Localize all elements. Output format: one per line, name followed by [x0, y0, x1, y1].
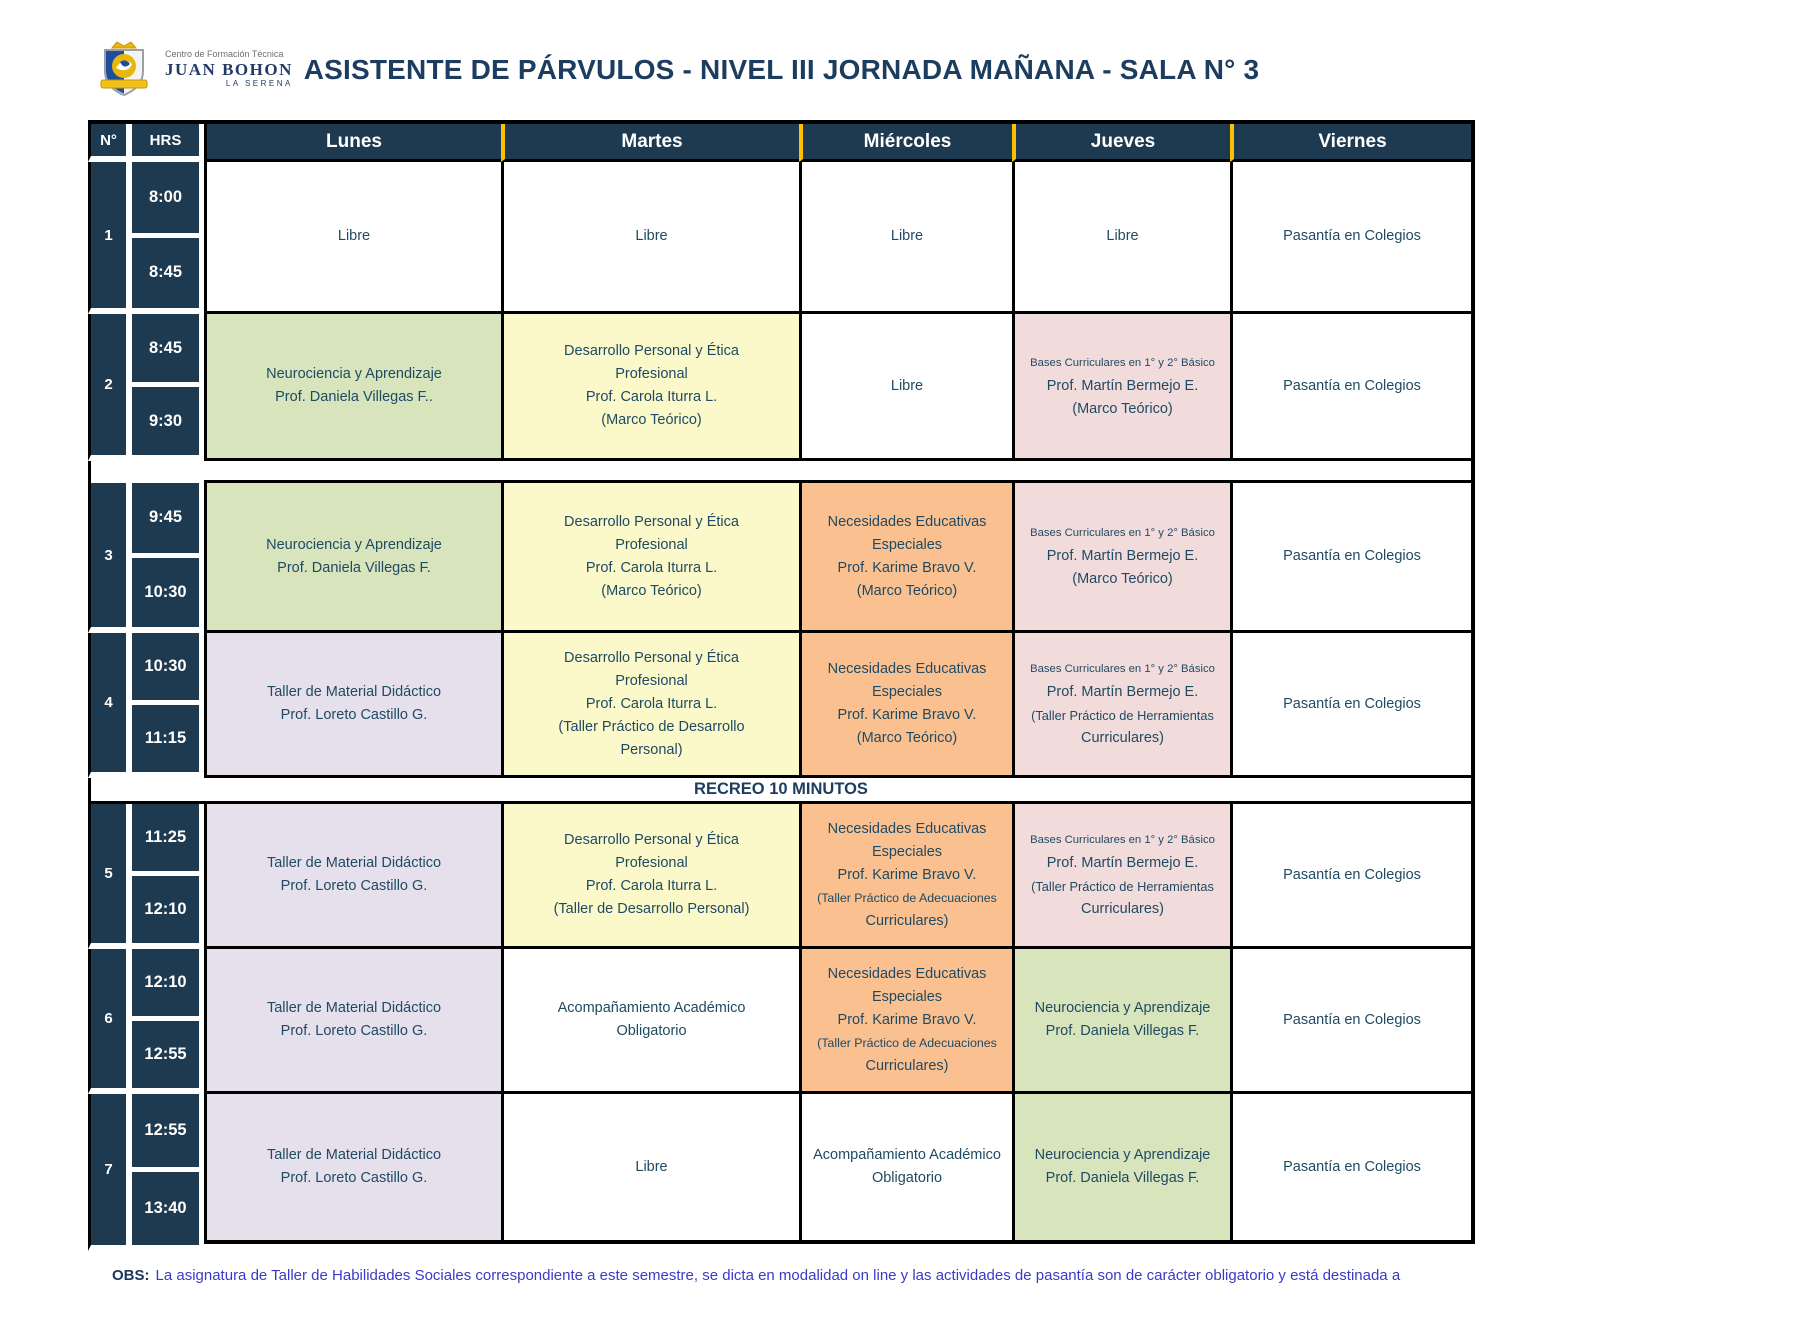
schedule-cell: [799, 804, 1012, 949]
col-header-num: N°: [88, 124, 132, 162]
schedule-cell: [1230, 483, 1475, 633]
time-start: 8:45: [132, 314, 199, 387]
cell-line: Profesional: [615, 672, 688, 689]
cell-line: (Marco Teórico): [856, 582, 958, 599]
cell-line: Prof. Martín Bermejo E.: [1046, 855, 1199, 871]
timetable-row-6: [88, 949, 1475, 1094]
row-hours: [132, 804, 204, 949]
timetable: [88, 120, 1475, 1244]
timetable-row-1: [88, 162, 1475, 314]
cell-line: (Marco Teórico): [601, 412, 702, 428]
observation-label: OBS:: [112, 1267, 150, 1284]
schedule-cell: [1230, 633, 1475, 778]
schedule-cell: [501, 162, 799, 314]
col-header-martes: Martes: [501, 124, 799, 162]
cell-line: Prof. Karime Bravo V.: [837, 1011, 977, 1028]
schedule-cell: [1012, 483, 1230, 633]
timetable-row-4: [88, 633, 1475, 778]
cell-line: Curriculares): [865, 1057, 949, 1074]
time-end: 9:30: [148, 411, 183, 430]
observation-note: [112, 1267, 1672, 1284]
cell-line: Prof. Loreto Castillo G.: [280, 1023, 428, 1039]
observation-text: La asignatura de Taller de Habilidades Sociales correspondiente a este semestre, se dicta en modalidad on line y las actividades de pasantía son de carácter obligatorio y está destinada a: [155, 1267, 1401, 1284]
row-hours: [132, 483, 204, 633]
row-number: 2: [88, 314, 132, 461]
cell-line: Prof. Carola Iturra L.: [585, 878, 718, 894]
cell-line: Desarrollo Personal y Ética: [564, 343, 739, 359]
row-number: 4: [88, 633, 132, 778]
schedule-cell: [501, 633, 799, 778]
cell-line: Pasantía en Colegios: [1283, 548, 1421, 564]
schedule-cell: [1230, 804, 1475, 949]
cell-line: Prof. Karime Bravo V.: [837, 866, 977, 883]
cell-line: (Taller Práctico de Adecuaciones: [817, 890, 997, 905]
cell-line: Acompañamiento Académico: [813, 1147, 1001, 1163]
cell-line: Profesional: [615, 366, 688, 382]
schedule-cell: [1012, 162, 1230, 314]
row-number: 5: [88, 804, 132, 949]
cell-line: Pasantía en Colegios: [1283, 866, 1421, 883]
schedule-cell: [1012, 1094, 1230, 1244]
cell-line: Desarrollo Personal y Ética: [564, 649, 739, 666]
time-start: 8:00: [132, 162, 199, 238]
schedule-cell: [799, 949, 1012, 1094]
recess-label: RECREO 10 MINUTOS: [88, 778, 1475, 804]
time-end: 10:30: [144, 582, 187, 601]
cell-line: (Taller Práctico de Herramientas: [1031, 708, 1214, 723]
cell-line: Pasantía en Colegios: [1283, 377, 1421, 394]
cell-line: Curriculares): [1081, 901, 1164, 917]
page-title: ASISTENTE DE PÁRVULOS - NIVEL III JORNADA MAÑANA - SALA N° 3: [303, 54, 1260, 85]
row-hours: [132, 1094, 204, 1251]
schedule-cell: [1012, 949, 1230, 1094]
cell-line: Profesional: [615, 536, 688, 553]
cell-line: Neurociencia y Aprendizaje: [1034, 1000, 1211, 1016]
cell-line: Necesidades Educativas: [827, 820, 987, 837]
schedule-cell: [501, 804, 799, 949]
schedule-cell: [501, 1094, 799, 1244]
col-header-viernes: Viernes: [1230, 124, 1475, 162]
cell-line: Libre: [890, 377, 924, 394]
cell-line: Neurociencia y Aprendizaje: [266, 536, 442, 553]
cell-line: Bases Curriculares en 1° y 2° Básico: [1030, 663, 1215, 675]
cell-line: Profesional: [615, 855, 688, 871]
row-hours: [132, 314, 204, 461]
schedule-cell: [204, 1094, 501, 1244]
schedule-cell: [204, 162, 501, 314]
schedule-cell: [1230, 162, 1475, 314]
cell-line: Especiales: [871, 684, 943, 700]
break-gap-row: [88, 461, 1475, 483]
cell-line: Taller de Material Didáctico: [266, 1147, 442, 1163]
timetable-row-5: [88, 804, 1475, 949]
cell-line: Prof. Martín Bermejo E.: [1046, 377, 1199, 394]
row-number: 3: [88, 483, 132, 633]
cell-line: Taller de Material Didáctico: [266, 684, 442, 700]
cell-line: Bases Curriculares en 1° y 2° Básico: [1030, 527, 1215, 539]
schedule-cell: [1230, 1094, 1475, 1244]
timetable-header-row: [88, 120, 1475, 162]
schedule-cell: [1012, 804, 1230, 949]
school-type-label: Centro de Formación Técnica: [165, 49, 284, 60]
schedule-cell: [501, 483, 799, 633]
time-start: 9:45: [132, 483, 199, 558]
cell-line: (Marco Teórico): [1072, 400, 1173, 417]
cell-line: Curriculares): [865, 912, 949, 929]
cell-line: Obligatorio: [616, 1023, 687, 1039]
cell-line: Necesidades Educativas: [827, 661, 987, 677]
cell-line: Prof. Martín Bermejo E.: [1046, 684, 1199, 700]
cell-line: Personal): [620, 741, 683, 758]
time-end: 12:10: [144, 900, 187, 918]
cell-line: Prof. Daniela Villegas F.: [277, 559, 431, 576]
time-start: 12:10: [132, 949, 199, 1021]
cell-line: Pasantía en Colegios: [1283, 1158, 1421, 1175]
row-number: 1: [88, 162, 132, 314]
timetable-row-7: [88, 1094, 1475, 1244]
cell-line: Neurociencia y Aprendizaje: [266, 366, 442, 382]
cell-line: Necesidades Educativas: [827, 513, 987, 530]
cell-line: (Taller Práctico de Desarrollo: [558, 718, 745, 735]
cell-line: Pasantía en Colegios: [1283, 228, 1421, 244]
time-end: 13:40: [144, 1199, 187, 1217]
cell-line: Taller de Material Didáctico: [266, 1000, 442, 1016]
cell-line: Prof. Martín Bermejo E.: [1046, 548, 1199, 564]
schedule-cell: [204, 483, 501, 633]
schedule-cell: [1012, 633, 1230, 778]
time-start: 12:55: [132, 1094, 199, 1172]
time-start: 10:30: [132, 633, 199, 705]
timetable-body: [88, 162, 1475, 1244]
row-hours: [132, 949, 204, 1094]
break-gap-left: [88, 461, 204, 483]
row-number: 7: [88, 1094, 132, 1251]
schedule-cell: [204, 949, 501, 1094]
row-hours: [132, 633, 204, 778]
col-header-miercoles: Miércoles: [799, 124, 1012, 162]
cell-line: Libre: [890, 228, 924, 244]
schedule-cell: [1012, 314, 1230, 461]
cell-line: Prof. Carola Iturra L.: [585, 695, 718, 712]
schedule-cell: [799, 162, 1012, 314]
schedule-cell: [204, 804, 501, 949]
cell-line: Prof. Carola Iturra L.: [585, 389, 718, 405]
cell-line: Libre: [1106, 228, 1139, 244]
schedule-cell: [1230, 314, 1475, 461]
cell-line: Prof. Carola Iturra L.: [585, 559, 718, 576]
row-hours: [132, 162, 204, 314]
cell-line: Pasantía en Colegios: [1283, 1011, 1421, 1028]
cell-line: Pasantía en Colegios: [1283, 695, 1421, 712]
cell-line: Prof. Karime Bravo V.: [837, 707, 977, 723]
cell-line: Prof. Loreto Castillo G.: [280, 707, 428, 723]
row-number: 6: [88, 949, 132, 1094]
cell-line: Bases Curriculares en 1° y 2° Básico: [1030, 356, 1215, 369]
cell-line: (Marco Teórico): [856, 730, 958, 746]
cell-line: Prof. Daniela Villegas F..: [275, 389, 433, 405]
cell-line: Libre: [337, 228, 371, 244]
cell-line: (Taller Práctico de Adecuaciones: [817, 1035, 997, 1050]
cell-line: (Marco Teórico): [1072, 571, 1173, 587]
schedule-cell: [501, 314, 799, 461]
time-end: 11:15: [144, 729, 187, 747]
cell-line: Neurociencia y Aprendizaje: [1034, 1147, 1211, 1163]
cell-line: (Taller de Desarrollo Personal): [553, 901, 750, 917]
cell-line: Prof. Loreto Castillo G.: [280, 1170, 428, 1186]
schedule-cell: [204, 314, 501, 461]
timetable-row-2: [88, 314, 1475, 461]
schedule-cell: [1230, 949, 1475, 1094]
cell-line: Prof. Daniela Villegas F.: [1045, 1170, 1200, 1186]
time-end: 8:45: [148, 263, 183, 282]
schedule-cell: [799, 483, 1012, 633]
time-start: 11:25: [132, 804, 199, 876]
schedule-cell: [799, 633, 1012, 778]
cell-line: Bases Curriculares en 1° y 2° Básico: [1030, 834, 1215, 846]
school-city-label: LA SERENA: [225, 79, 293, 89]
timetable-row-3: [88, 483, 1475, 633]
cell-line: Prof. Karime Bravo V.: [837, 559, 977, 576]
cell-line: Taller de Material Didáctico: [266, 855, 442, 871]
cell-line: (Taller Práctico de Herramientas: [1031, 879, 1214, 894]
schedule-cell: [799, 1094, 1012, 1244]
break-gap-days: [204, 461, 1475, 483]
cell-line: Curriculares): [1081, 730, 1164, 746]
cell-line: Especiales: [871, 988, 943, 1005]
schedule-cell: [204, 633, 501, 778]
col-header-hrs: HRS: [132, 124, 204, 162]
cell-line: Libre: [635, 228, 668, 244]
col-header-jueves: Jueves: [1012, 124, 1230, 162]
cell-line: Prof. Loreto Castillo G.: [280, 878, 428, 894]
cell-line: Especiales: [871, 843, 943, 860]
school-name-label: JUAN BOHON: [165, 59, 293, 79]
time-end: 12:55: [144, 1045, 187, 1063]
cell-line: Acompañamiento Académico: [557, 1000, 746, 1016]
cell-line: Prof. Daniela Villegas F.: [1045, 1023, 1200, 1039]
cell-line: Necesidades Educativas: [827, 965, 987, 982]
cell-line: Obligatorio: [871, 1170, 943, 1186]
cell-line: Desarrollo Personal y Ética: [564, 832, 739, 848]
schedule-cell: [799, 314, 1012, 461]
cell-line: Libre: [635, 1158, 668, 1175]
schedule-cell: [501, 949, 799, 1094]
recess-row: [88, 778, 1475, 804]
col-header-lunes: Lunes: [204, 124, 501, 162]
cell-line: Desarrollo Personal y Ética: [564, 513, 739, 530]
cell-line: Especiales: [871, 536, 943, 553]
cell-line: (Marco Teórico): [601, 582, 702, 599]
